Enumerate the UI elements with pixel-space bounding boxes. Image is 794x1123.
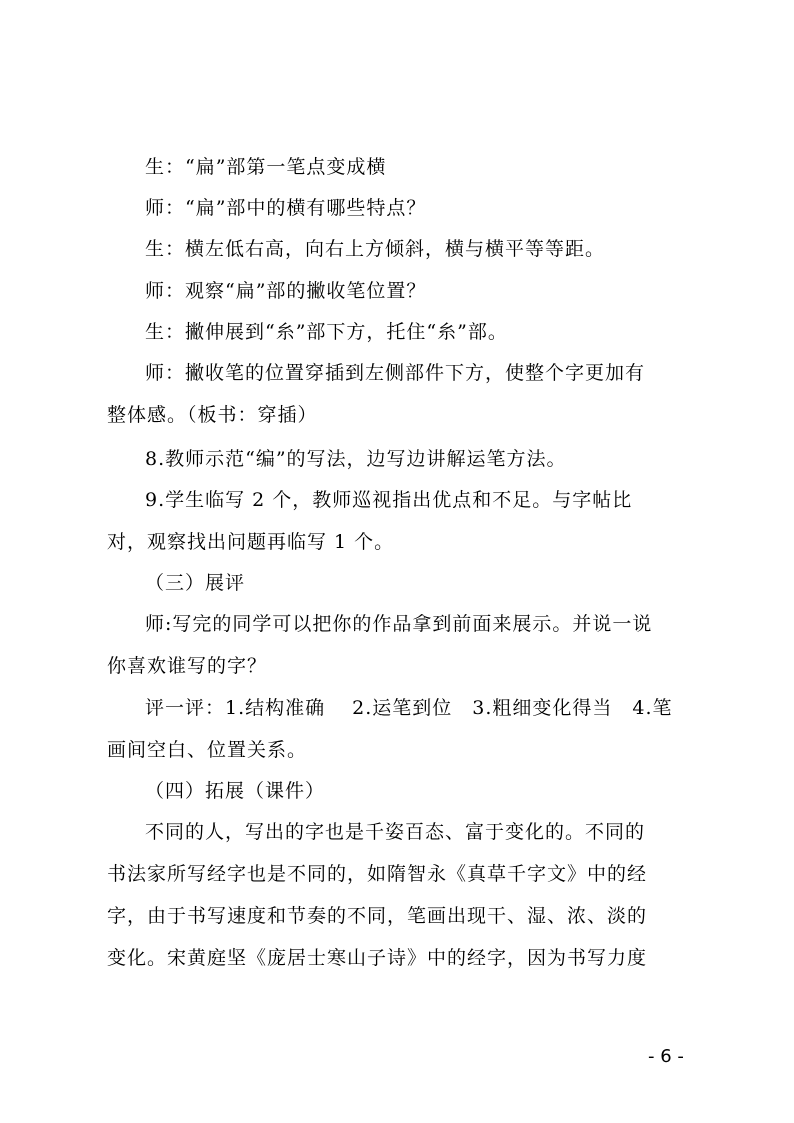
text-line: 师：观察“扁”部的撇收笔位置？: [145, 280, 427, 302]
text-line: 师:写完的同学可以把你的作品拿到前面来展示。并说一说: [145, 613, 653, 635]
text-line: 对，观察找出问题再临写 1 个。: [107, 531, 395, 553]
text-line: 生：“扁”部第一笔点变成横: [145, 156, 387, 178]
page-number: - 6 -: [648, 1046, 684, 1067]
text-line: 字，由于书写速度和节奏的不同，笔画出现干、湿、浓、淡的: [107, 905, 648, 927]
text-line: 不同的人，写出的字也是千姿百态、富于变化的。不同的: [145, 821, 646, 843]
section-heading: （四）拓展（课件）: [145, 780, 326, 802]
text-line: 师：“扁”部中的横有哪些特点？: [145, 197, 427, 219]
text-line: 你喜欢谁写的字？: [107, 655, 268, 677]
text-line: 书法家所写经字也是不同的，如隋智永《真草千字文》中的经: [107, 863, 648, 885]
text-line: 整体感。（板书：穿插）: [107, 404, 318, 426]
text-line: 生：横左低右高，向右上方倾斜，横与横平等等距。: [145, 238, 606, 260]
text-line: 变化。宋黄庭坚《庞居士寒山子诗》中的经字，因为书写力度: [107, 947, 648, 969]
text-line: 师：撇收笔的位置穿插到左侧部件下方，使整个字更加有: [145, 362, 646, 384]
section-heading: （三）展评: [145, 572, 246, 594]
text-line: 生：撇伸展到“糸”部下方，托住“糸”部。: [145, 321, 508, 343]
text-line: 8.教师示范“编”的写法，边写边讲解运笔方法。: [145, 448, 567, 470]
text-line: 评一评：1.结构准确 2.运笔到位 3.粗细变化得当 4.笔: [145, 697, 673, 719]
text-line: 画间空白、位置关系。: [107, 739, 308, 761]
text-line: 9.学生临写 2 个，教师巡视指出优点和不足。与字帖比: [145, 489, 633, 511]
